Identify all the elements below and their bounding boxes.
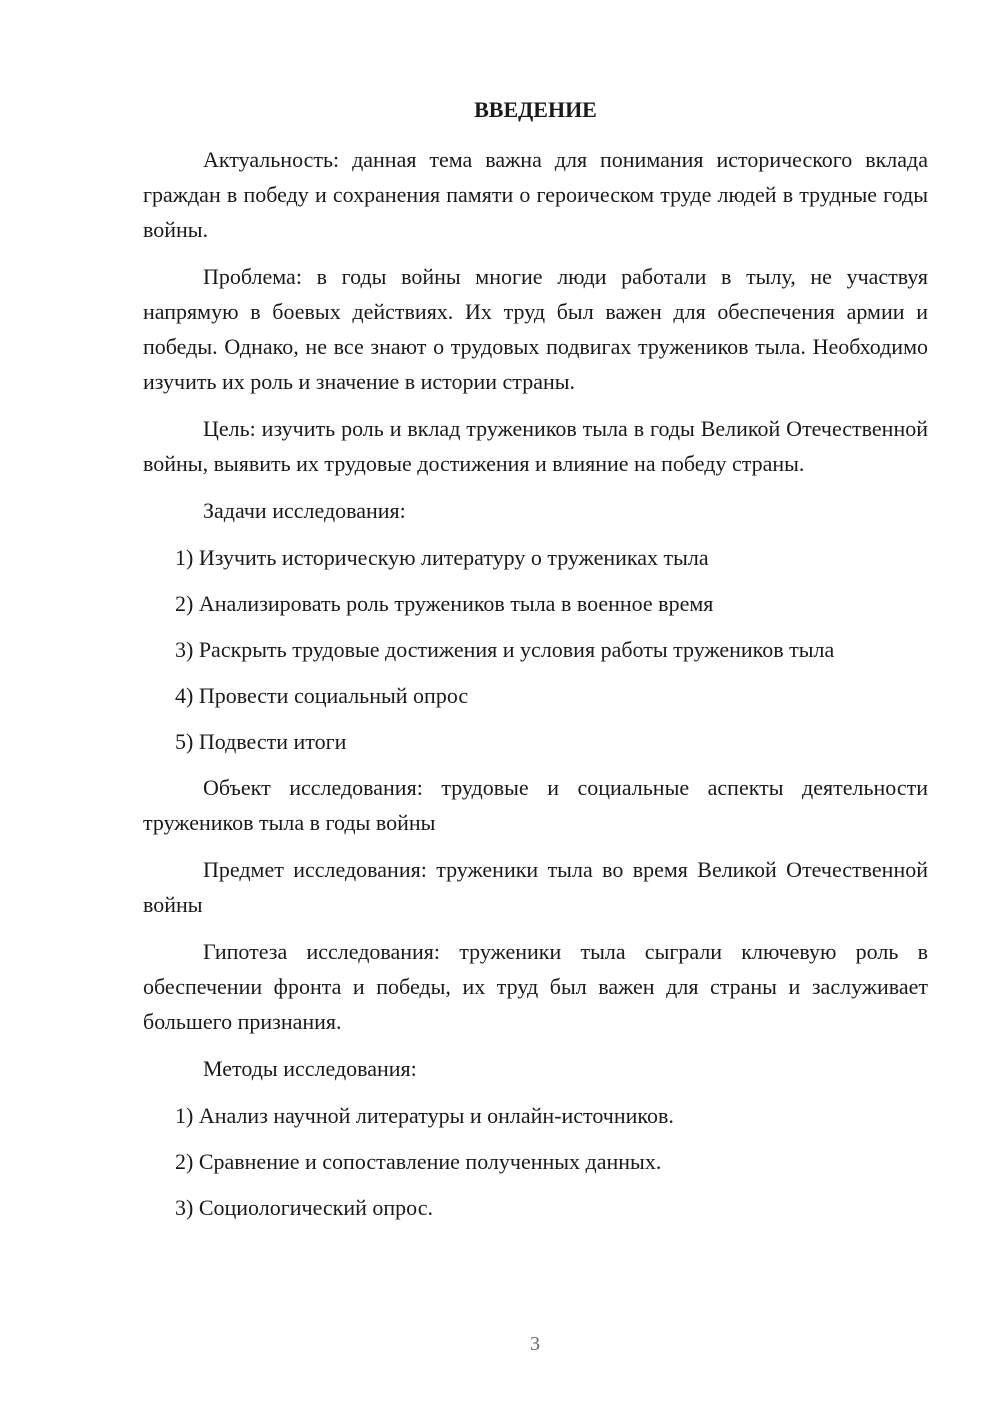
methods-heading: Методы исследования:	[203, 1056, 417, 1081]
document-page	[143, 92, 928, 1236]
section-title: ВВЕДЕНИЕ	[474, 97, 597, 122]
problem-paragraph: Проблема: в годы войны многие люди работали в тылу, не участвуя напрямую в боевых действиях. Их труд был важен для обеспечения армии и победы. Однако, не все знают о трудовых подвигах тружеников тыла. Необходимо изучить их роль и значение в истории страны.	[143, 264, 928, 394]
hypothesis-paragraph: Гипотеза исследования: труженики тыла сыграли ключевую роль в обеспечении фронта и победы, их труд был важен для страны и заслуживает большего признания.	[143, 939, 928, 1034]
task-item: 5) Подвести итоги	[175, 729, 347, 754]
task-item: 3) Раскрыть трудовые достижения и условия работы тружеников тыла	[175, 637, 835, 662]
tasks-heading: Задачи исследования:	[203, 498, 406, 523]
task-item: 2) Анализировать роль тружеников тыла в военное время	[175, 591, 714, 616]
method-item: 1) Анализ научной литературы и онлайн-источников.	[175, 1103, 674, 1128]
relevance-paragraph: Актуальность: данная тема важна для понимания исторического вклада граждан в победу и сохранения памяти о героическом труде людей в трудные годы войны.	[143, 147, 928, 242]
task-item: 4) Провести социальный опрос	[175, 683, 469, 708]
method-item: 3) Социологический опрос.	[175, 1195, 433, 1220]
object-paragraph: Объект исследования: трудовые и социальные аспекты деятельности тружеников тыла в годы войны	[143, 775, 928, 835]
subject-paragraph: Предмет исследования: труженики тыла во время Великой Отечественной войны	[143, 857, 928, 917]
page-number: 3	[530, 1333, 540, 1355]
method-item: 2) Сравнение и сопоставление полученных данных.	[175, 1149, 662, 1174]
goal-paragraph: Цель: изучить роль и вклад тружеников тыла в годы Великой Отечественной войны, выявить их трудовые достижения и влияние на победу страны.	[143, 416, 928, 476]
task-item: 1) Изучить историческую литературу о тружениках тыла	[175, 545, 709, 570]
